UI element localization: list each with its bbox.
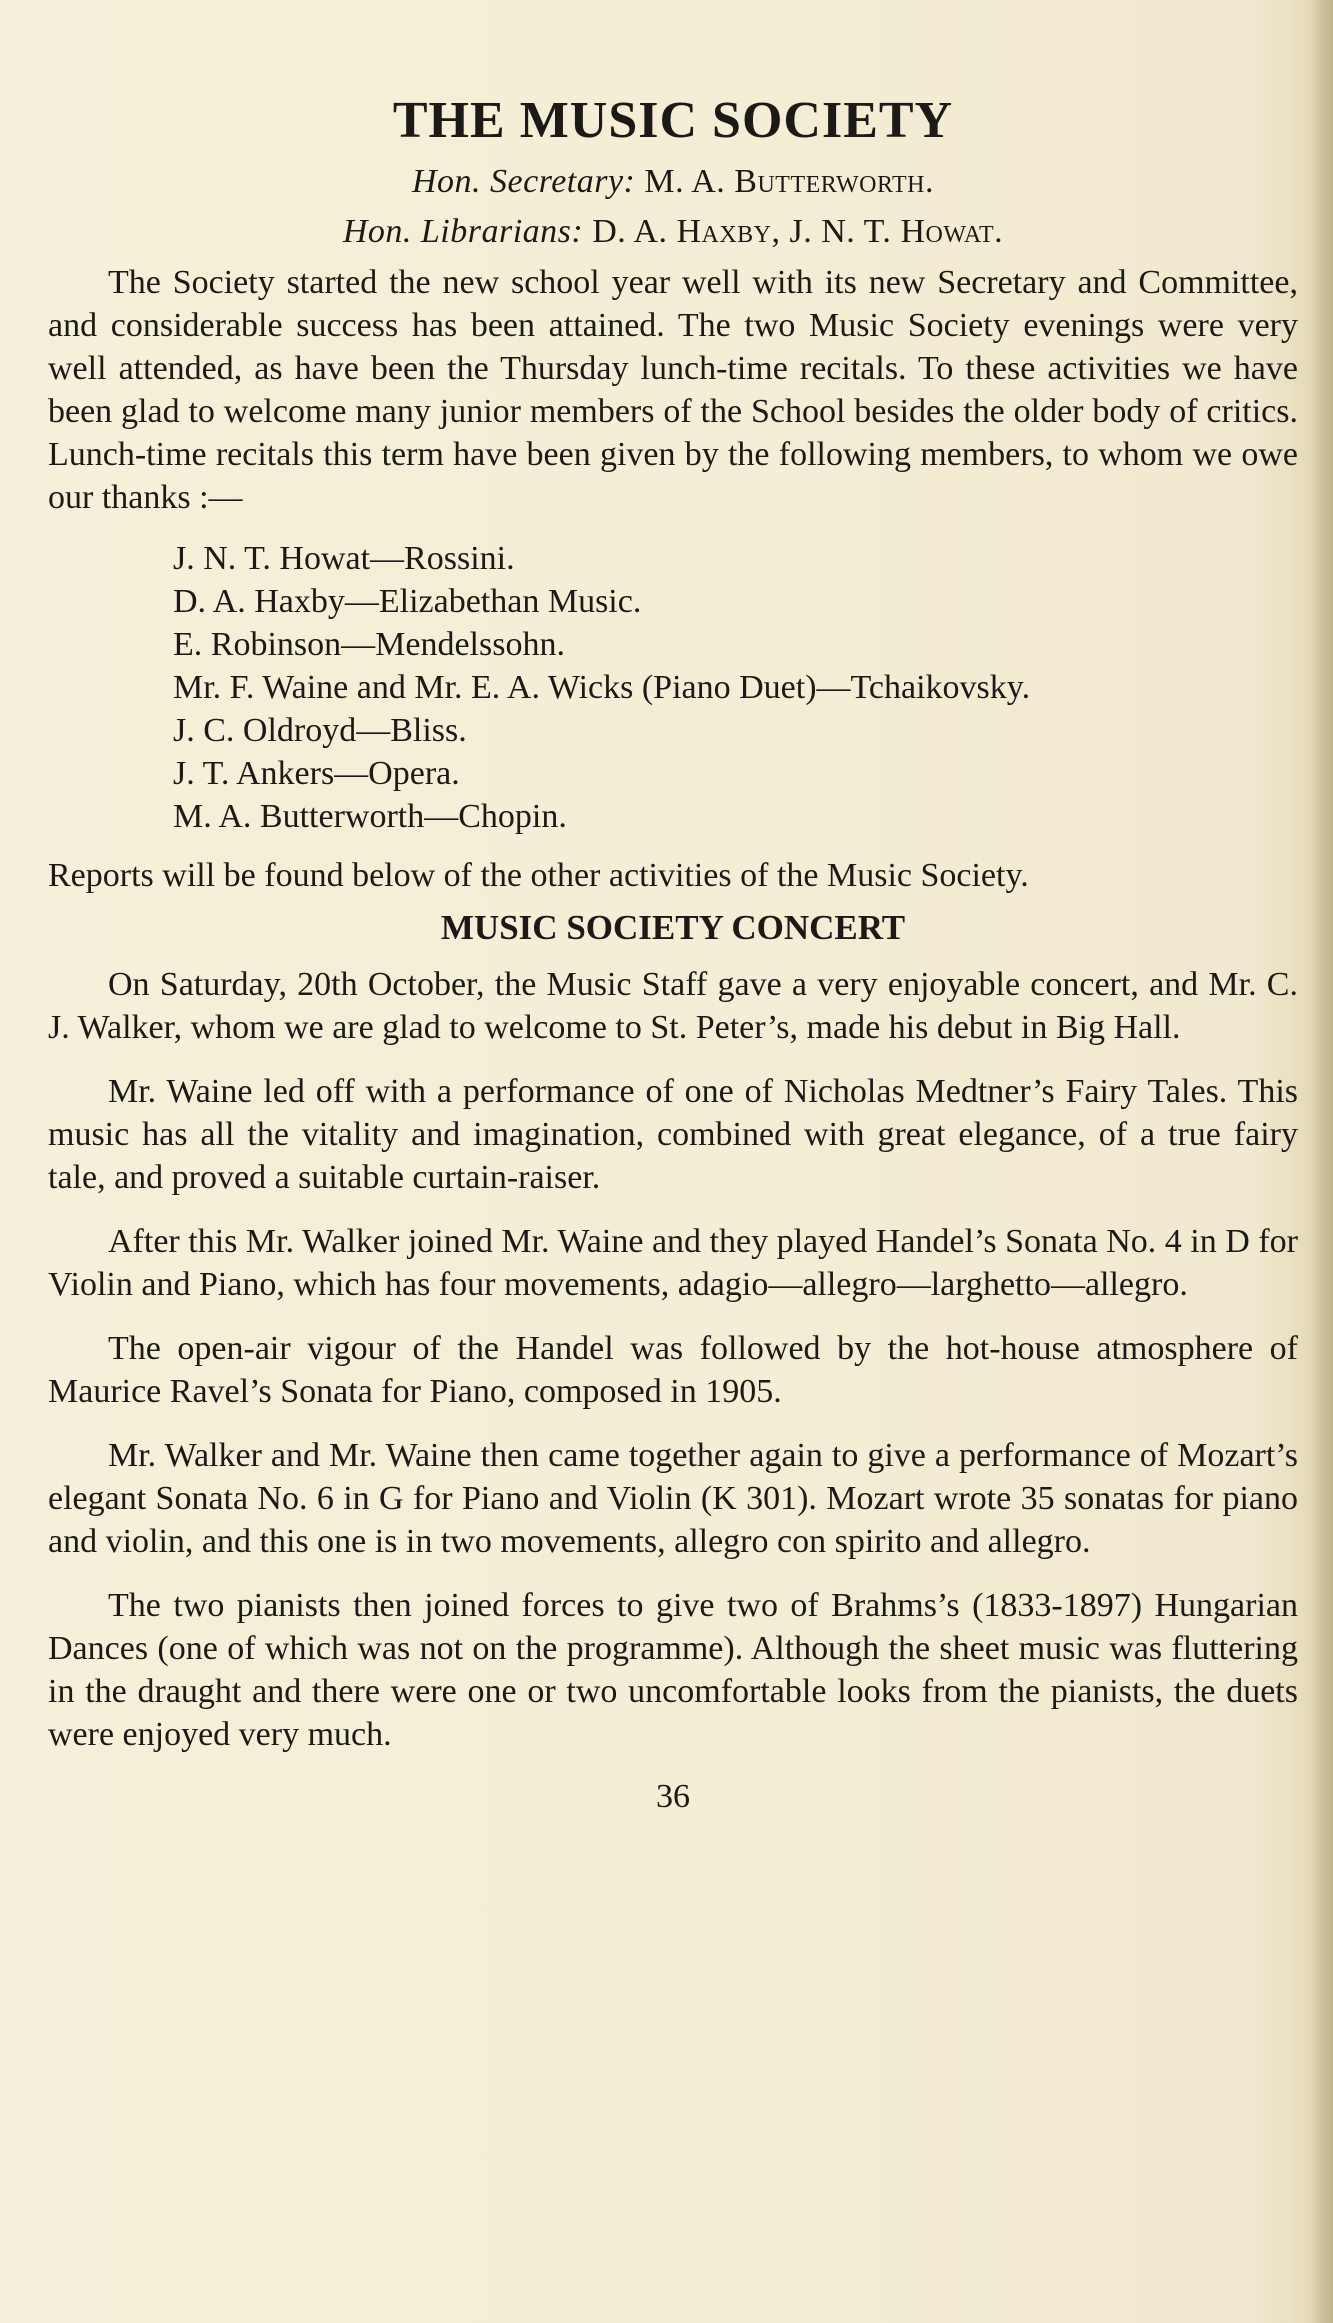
recital-item: J. C. Oldroyd—Bliss. bbox=[173, 712, 467, 749]
recital-item: J. N. T. Howat—Rossini. bbox=[173, 540, 515, 577]
concert-paragraph: Mr. Waine led off with a performance of one of Nicholas Medtner’s Fairy Tales. This music has all the vitality and imagination, combined with great elegance, of a true fairy tale, and proved a suitable curtain-raiser. bbox=[48, 1073, 1298, 1196]
secretary-line bbox=[48, 157, 1298, 207]
concert-paragraph: On Saturday, 20th October, the Music Staff gave a very enjoyable concert, and Mr. C. J. Walker, whom we are glad to welcome to St. Peter’s, made his debut in Big Hall. bbox=[48, 966, 1298, 1046]
reports-paragraph: Reports will be found below of the other activities of the Music Society. bbox=[48, 857, 1029, 894]
page-edge-shadow bbox=[1311, 0, 1333, 2323]
librarian-2-name: Howat. bbox=[900, 213, 1004, 250]
secretary-name: Butterworth. bbox=[734, 163, 935, 200]
concert-paragraph: The two pianists then joined forces to give two of Brahms’s (1833-1897) Hungarian Dances (one of which was not on the programme). Although the sheet music was fluttering in the draught and there were one or two uncomfortable looks from the pianists, the duets were enjoyed very much. bbox=[48, 1587, 1298, 1753]
secretary-initials: M. A. bbox=[644, 163, 726, 200]
librarian-1-initials: D. A. bbox=[592, 213, 668, 250]
recital-item: E. Robinson—Mendelssohn. bbox=[173, 626, 565, 663]
secretary-role: Hon. Secretary: bbox=[411, 163, 636, 200]
concert-paragraph: Mr. Walker and Mr. Waine then came together again to give a performance of Mozart’s elegant Sonata No. 6 in G for Piano and Violin (K 301). Mozart wrote 35 sonatas for piano and violin, and this one is in two movements, allegro con spirito and allegro. bbox=[48, 1437, 1298, 1560]
recital-item: D. A. Haxby—Elizabethan Music. bbox=[173, 583, 642, 620]
page-number: 36 bbox=[656, 1778, 690, 1815]
librarians-line bbox=[48, 207, 1298, 257]
recital-list bbox=[173, 537, 1298, 838]
page-title: THE MUSIC SOCIETY bbox=[392, 92, 954, 149]
concert-paragraph: The open-air vigour of the Handel was followed by the hot-house atmosphere of Maurice Ravel’s Sonata for Piano, composed in 1905. bbox=[48, 1330, 1298, 1410]
intro-paragraph: The Society started the new school year well with its new Secretary and Committee, and considerable success has been attained. The two Music Society evenings were very well attended, as have been the Thursday lunch-time recitals. To these activities we have been glad to welcome many junior members of the School besides the older body of critics. Lunch-time recitals this term have been given by the following members, to whom we owe our thanks :— bbox=[48, 264, 1298, 516]
librarian-1-name: Haxby, bbox=[676, 213, 781, 250]
librarians-role: Hon. Librarians: bbox=[342, 213, 584, 250]
recital-item: Mr. F. Waine and Mr. E. A. Wicks (Piano Duet)—Tchaikovsky. bbox=[173, 669, 1031, 706]
recital-item: J. T. Ankers—Opera. bbox=[173, 755, 460, 792]
concert-paragraph: After this Mr. Walker joined Mr. Waine and they played Handel’s Sonata No. 4 in D for Violin and Piano, which has four movements, adagio—allegro—larghetto—allegro. bbox=[48, 1223, 1298, 1303]
recital-item: M. A. Butterworth—Chopin. bbox=[173, 798, 567, 835]
article bbox=[48, 85, 1298, 1822]
librarian-2-initials: J. N. T. bbox=[789, 213, 892, 250]
section-heading: MUSIC SOCIETY CONCERT bbox=[440, 908, 906, 947]
